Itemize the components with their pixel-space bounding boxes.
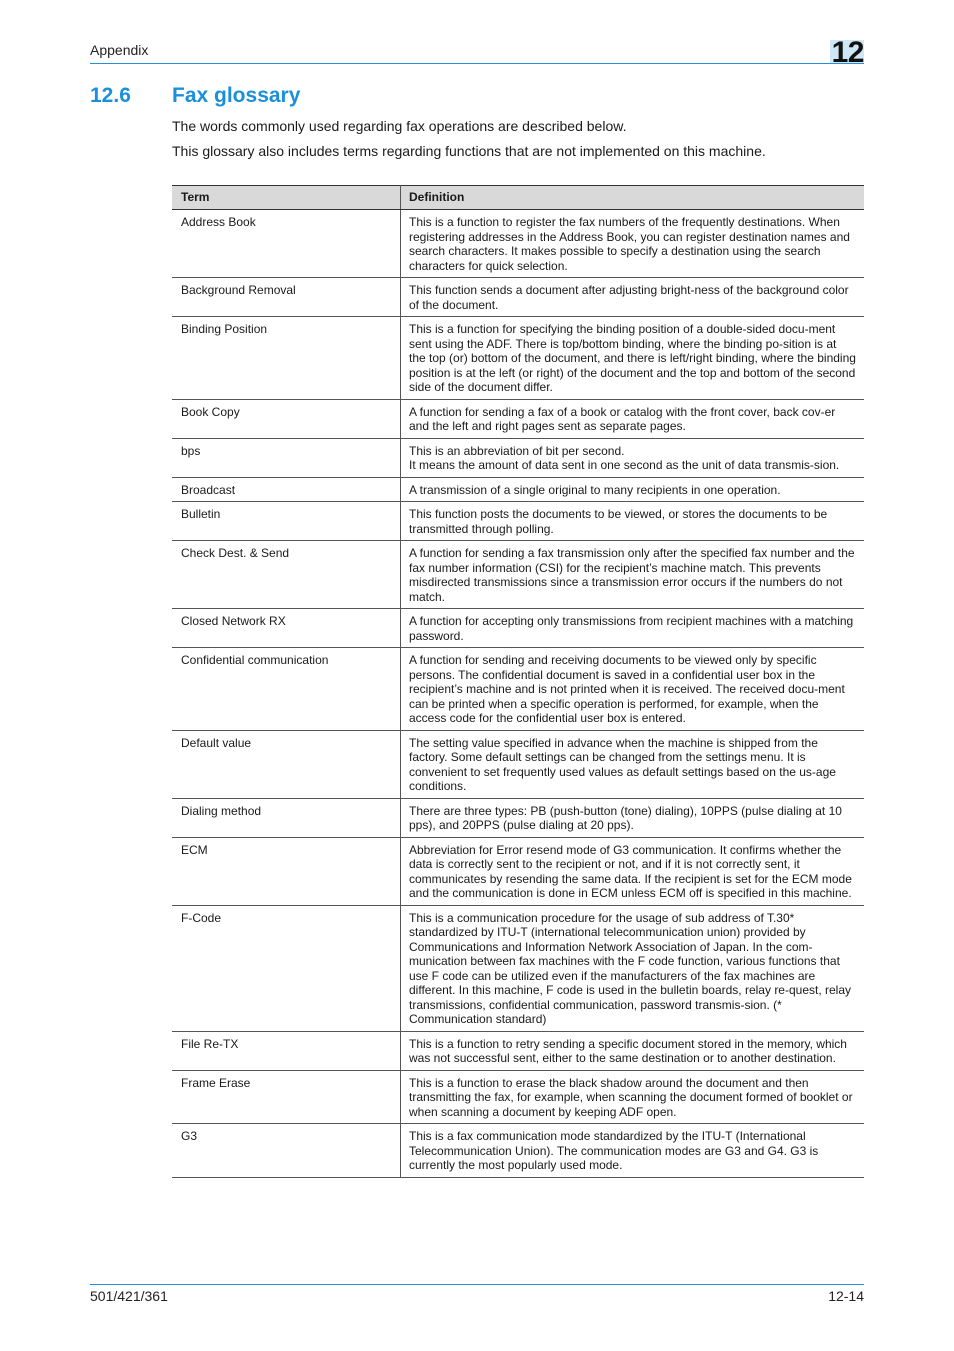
glossary-term: Check Dest. & Send [172,541,401,609]
header-divider [90,63,864,64]
glossary-definition: A transmission of a single original to many recipients in one operation. [401,477,865,502]
running-header: Appendix [90,42,149,58]
glossary-definition: This is a function for specifying the binding position of a double-sided docu-ment sent using the ADF. There is top/bottom binding, where the binding po-sition is at the top (or) bottom of the document, and there is left/right binding, where the binding position is at the left (or right) of the document and the top and bottom of the second side of the document differ. [401,317,865,400]
table-row [172,905,864,1031]
glossary-definition: This is an abbreviation of bit per second. It means the amount of data sent in one second as the unit of data transmis-sion. [401,438,865,477]
glossary-definition: Abbreviation for Error resend mode of G3 communication. It confirms whether the data is correctly sent to the recipient or not, and if it is not correctly sent, it communicates by resending the same data. If the recipient is set for the ECM mode and the communication is done in ECM unless ECM off is specified in this machine. [401,837,865,905]
glossary-term: Dialing method [172,798,401,837]
glossary-term: ECM [172,837,401,905]
section-title: Fax glossary [172,84,301,107]
table-row [172,210,864,278]
table-row [172,399,864,438]
glossary-term: Book Copy [172,399,401,438]
glossary-body [172,210,864,1178]
glossary-term: Bulletin [172,502,401,541]
glossary-term: Broadcast [172,477,401,502]
glossary-definition: This is a fax communication mode standardized by the ITU-T (International Telecommunication Union). The communication modes are G3 and G4. G3 is currently the most popularly used mode. [401,1124,865,1178]
glossary-term: Confidential communication [172,648,401,731]
glossary-term: Binding Position [172,317,401,400]
column-header-definition: Definition [401,186,865,210]
table-row [172,837,864,905]
table-row [172,317,864,400]
glossary-term: Default value [172,730,401,798]
column-header-term: Term [172,186,401,210]
table-row [172,609,864,648]
section-number: 12.6 [90,84,131,107]
footer-model: 501/421/361 [90,1288,168,1304]
table-row [172,1124,864,1178]
intro-paragraph: The words commonly used regarding fax operations are described below. [172,118,627,134]
table-row [172,477,864,502]
glossary-term: Closed Network RX [172,609,401,648]
table-row [172,438,864,477]
table-row [172,648,864,731]
glossary-term: Frame Erase [172,1070,401,1124]
glossary-definition: The setting value specified in advance when the machine is shipped from the factory. Some default settings can be changed from the settings menu. It is convenient to set frequently used values as default settings based on the us-age conditions. [401,730,865,798]
table-header-row [172,186,864,210]
table-row [172,1070,864,1124]
glossary-definition: This function sends a document after adjusting bright-ness of the background color of the document. [401,278,865,317]
glossary-term: bps [172,438,401,477]
chapter-number: 12 [831,36,864,69]
glossary-term: File Re-TX [172,1031,401,1070]
glossary-table [172,185,864,1178]
glossary-term: Address Book [172,210,401,278]
glossary-definition: A function for sending a fax transmission only after the specified fax number and the fax number information (CSI) for the recipient’s machine match. This prevents misdirected transmissions since a transmission error occurs if the numbers do not match. [401,541,865,609]
table-row [172,502,864,541]
glossary-definition: A function for sending a fax of a book or catalog with the front cover, back cov-er and the left and right pages sent as separate pages. [401,399,865,438]
glossary-term: F-Code [172,905,401,1031]
glossary-definition: There are three types: PB (push-button (tone) dialing), 10PPS (pulse dialing at 10 pps), and 20PPS (pulse dialing at 20 pps). [401,798,865,837]
intro-paragraph: This glossary also includes terms regarding functions that are not implemented on this machine. [172,143,766,159]
footer-page-number: 12-14 [828,1288,864,1304]
glossary-definition: This is a function to retry sending a specific document stored in the memory, which was not successful sent, either to the same destination or to another destination. [401,1031,865,1070]
glossary-term: Background Removal [172,278,401,317]
glossary-term: G3 [172,1124,401,1178]
footer-divider [90,1284,864,1285]
glossary-definition: This is a communication procedure for the usage of sub address of T.30* standardized by ITU-T (international telecommunication union) provided by Communications and Information Network Association of Japan. In the com-munication between fax machines with the F code function, various functions that use F code can be utilized even if the manufacturers of the fax machines are different. In this machine, F code is used in the bulletin boards, relay re-quest, relay transmissions, confidential communication, password transmis-sion. (* Communication standard) [401,905,865,1031]
table-row [172,730,864,798]
table-row [172,278,864,317]
glossary-definition: This is a function to erase the black shadow around the document and then transmitting the fax, for example, when scanning the document formed of booklet or when scanning a document by keeping ADF open. [401,1070,865,1124]
glossary-definition: A function for sending and receiving documents to be viewed only by specific persons. The confidential document is saved in a confidential user box in the recipient’s machine and is not printed when it is received. The received docu-ment can be printed when a specific operation is performed, for example, when the access code for the confidential user box is entered. [401,648,865,731]
table-row [172,541,864,609]
section-heading [90,84,300,108]
glossary-definition: This is a function to register the fax numbers of the frequently destinations. When registering addresses in the Address Book, you can register destination names and search characters. It makes possible to specify a destination using the search characters for quick selection. [401,210,865,278]
table-row [172,798,864,837]
glossary-definition: A function for accepting only transmissions from recipient machines with a matching password. [401,609,865,648]
table-row [172,1031,864,1070]
glossary-definition: This function posts the documents to be viewed, or stores the documents to be transmitted through polling. [401,502,865,541]
